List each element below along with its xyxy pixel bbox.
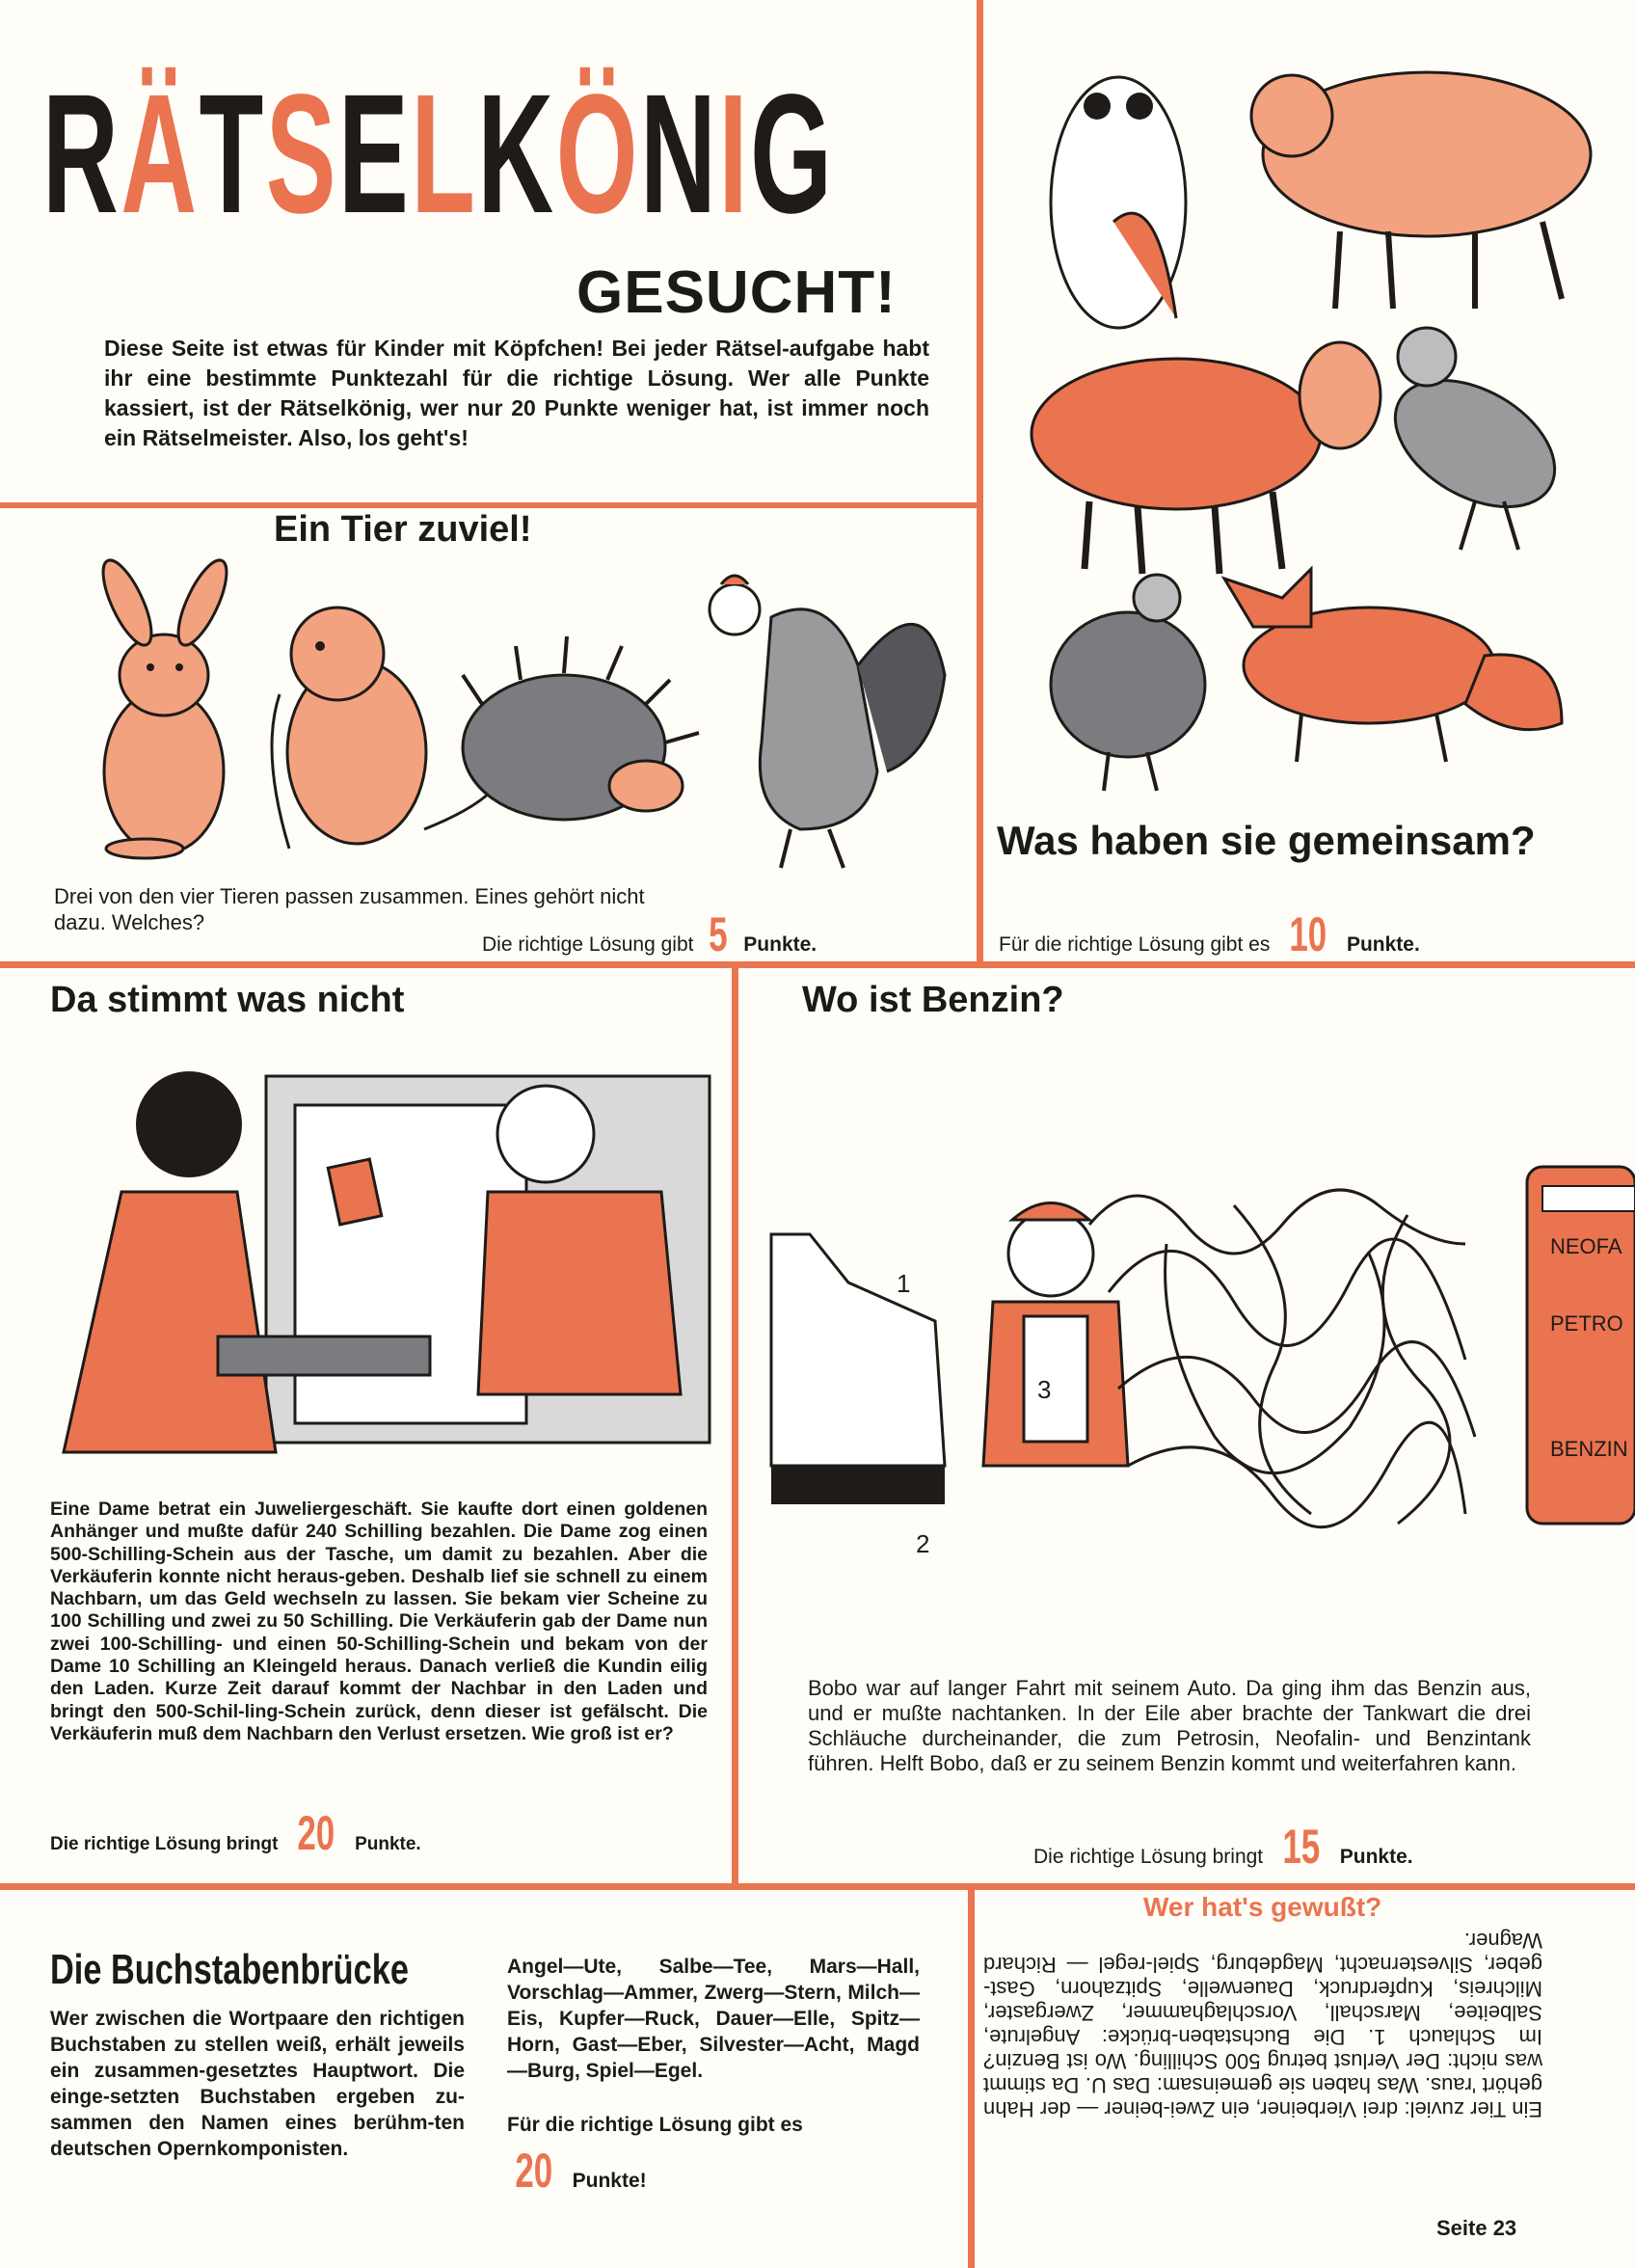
hose-number-2: 2 (916, 1529, 930, 1558)
bruecke-pairs: Angel—Ute, Salbe—Tee, Mars—Hall, Vorschlag—Ammer, Zwerg—Stern, Milch—Eis, Kupfer—Ruck, Dauer—Elle, Spitz—Horn, Gast—Eber, Silvester—Acht, Magd—Burg, Spiel—Egel. (507, 1956, 920, 2082)
title-letter: K (477, 60, 556, 249)
fox-icon (1224, 569, 1562, 762)
stimmt-points-unit: Punkte. (355, 1834, 421, 1854)
pigeon-icon (1374, 328, 1577, 550)
rule-horizontal-intro (0, 502, 977, 508)
title-letter: Ä (121, 60, 200, 249)
bruecke-points-label-row (507, 2114, 803, 2137)
intro-text: Diese Seite ist etwas für Kinder mit Köpfchen! Bei jeder Rätsel-aufgabe habt ihr eine bestimmte Punktezahl für die richtige Lösung. Wer alle Punkte kassiert, ist der Rätselkönig, wer nur 20 Punkte weniger hat, ist immer noch ein Rätselmeister. Also, los geht's! (104, 336, 929, 450)
bruecke-points-value: 20 (515, 2144, 553, 2198)
bruecke-points (507, 2143, 647, 2199)
stimmt-points-label: Die richtige Lösung bringt (50, 1834, 279, 1854)
tier-points (482, 906, 817, 962)
rule-horizontal-middle (0, 961, 1635, 968)
hedgehog-icon (463, 636, 699, 820)
tier-title: Ein Tier zuviel! (274, 509, 532, 550)
pump-label-benzin: BENZIN (1550, 1437, 1628, 1461)
woman-icon (64, 1071, 276, 1452)
benzin-points (1033, 1819, 1413, 1875)
bruecke-title: Die Buchstabenbrücke (50, 1946, 409, 1993)
bruecke-text: Wer zwischen die Wortpaare den richtigen Buchstaben zu stellen weiß, erhält jeweils ein zusammen-gesetztes Hauptwort. Die einge-setzten Buchstaben ergeben zu-sammen den Namen eines berühm-ten deutschen Opernkomponisten. (50, 2008, 465, 2160)
benzin-points-value: 15 (1282, 1820, 1321, 1874)
title-letter: R (42, 60, 121, 249)
page-title (42, 60, 835, 249)
title-letter: Ö (555, 60, 641, 249)
hose-number-3: 3 (1037, 1375, 1052, 1404)
title-letter: G (750, 60, 835, 249)
rule-vertical-middle (732, 967, 738, 1887)
gemeinsam-title: Was haben sie gemeinsam? (997, 818, 1536, 863)
gemeinsam-points (999, 906, 1420, 962)
hamster-icon (272, 608, 492, 849)
stimmt-points (50, 1805, 421, 1861)
stimmt-text: Eine Dame betrat ein Juweliergeschäft. Sie kaufte dort einen goldenen Anhänger und mußte dafür 240 Schilling bezahlen. Die Dame zog einen 500-Schilling-Schein aus der Tasche, um damit zu bezahlen. Aber die Verkäuferin konnte nicht heraus-geben. Deshalb lief sie schnell zu einem Nachbarn, um das Geld wechseln zu lassen. Sie bekam vier Scheine zu 100 Schilling und zwei zu 50 Schilling. Die Verkäuferin gab der Dame nun zwei 100-Schilling- und einen 50-Schilling-Schein und bekam von der Dame 10 Schilling an Kleingeld heraus. Danach verließ die Kundin eilig den Laden. Kurze Zeit darauf kommt der Nachbar in den Laden und bringt den 500-Schil-ling-Schein zurück, denn dieser ist gefälscht. Die Verkäuferin muß dem Nachbarn den Verlust ersetzen. Wie groß ist er? (50, 1498, 708, 1744)
title-letter: L (411, 60, 478, 249)
pump-label-petro: PETRO (1550, 1311, 1623, 1336)
title-letter: T (199, 60, 266, 249)
attendant-icon (983, 1203, 1128, 1467)
tier-text: Drei von den vier Tieren passen zusammen. Eines gehört nicht dazu. Welches? (54, 884, 645, 934)
title-letter: I (718, 60, 751, 249)
gemeinsam-points-value: 10 (1289, 907, 1327, 961)
cow-icon (1032, 342, 1380, 574)
car-icon (771, 1234, 945, 1504)
tier-illustration (39, 559, 964, 878)
tier-points-value: 5 (709, 907, 729, 961)
benzin-points-unit: Punkte. (1339, 1846, 1413, 1868)
benzin-points-label: Die richtige Lösung bringt (1033, 1846, 1264, 1868)
benzin-text: Bobo war auf langer Fahrt mit seinem Auto. Da ging ihm das Benzin aus, und er mußte nachtanken. In der Eile aber brachte der Tankwart die drei Schläuche durcheinander, die zum Petrosin, Neofalin- und Benzintank führen. Helft Bobo, daß er zu seinem Benzin kommt und weiterfahren kann. (808, 1676, 1531, 1775)
owl-icon (1051, 77, 1186, 328)
rule-vertical-top (977, 0, 983, 967)
stimmt-title: Da stimmt was nicht (50, 980, 405, 1020)
gemeinsam-points-label: Für die richtige Lösung gibt es (999, 933, 1271, 956)
tier-points-label: Die richtige Lösung gibt (482, 933, 694, 956)
page-subtitle: GESUCHT! (576, 259, 897, 326)
hose-tangle (1089, 1190, 1475, 1527)
title-letter: S (265, 60, 338, 249)
answers-title: Wer hat's gewußt? (1143, 1892, 1382, 1922)
bruecke-points-label: Für die richtige Lösung gibt es (507, 2114, 803, 2136)
gemeinsam-illustration (1022, 29, 1600, 791)
gemeinsam-points-unit: Punkte. (1346, 933, 1420, 956)
stimmt-points-value: 20 (297, 1806, 335, 1860)
stimmt-illustration (44, 1047, 719, 1472)
rooster-icon (710, 576, 945, 868)
page-number: Seite 23 (1436, 2216, 1517, 2240)
pump-label-neofa: NEOFA (1550, 1234, 1622, 1258)
benzin-title: Wo ist Benzin? (802, 980, 1064, 1020)
pump-icon (1527, 1167, 1635, 1524)
rule-vertical-bottom (968, 1889, 975, 2268)
gnu-icon (1251, 72, 1591, 309)
rabbit-icon (94, 554, 236, 858)
title-letter: E (337, 60, 412, 249)
hose-number-1: 1 (897, 1269, 911, 1298)
hen-icon (1051, 575, 1205, 791)
bruecke-points-unit: Punkte! (572, 2170, 647, 2192)
title-letter: N (640, 60, 719, 249)
tier-points-unit: Punkte. (743, 933, 818, 956)
rule-horizontal-bottom (0, 1883, 1635, 1890)
benzin-illustration (771, 1148, 1635, 1581)
answers-text: Ein Tier zuviel: drei Vierbeiner, ein Zwei-beiner — der Hahn gehört 'raus. Was haben sie gemeinsam: Das U. Da stimmt was nicht: Der Verlust betrug 500 Schilling. Wo ist Benzin? Im Schlauch 1. Die Buchstaben-brücke: Angelrute, Salbeitee, Marschall, Vorschlaghammer, Zwergaster, Milchreis, Kupferdruck, Dauerwelle, Spitzahorn, Gast-geber, Silvesternacht, Magdeburg, Spiel-regel — Richard Wagner. (983, 1929, 1542, 2121)
